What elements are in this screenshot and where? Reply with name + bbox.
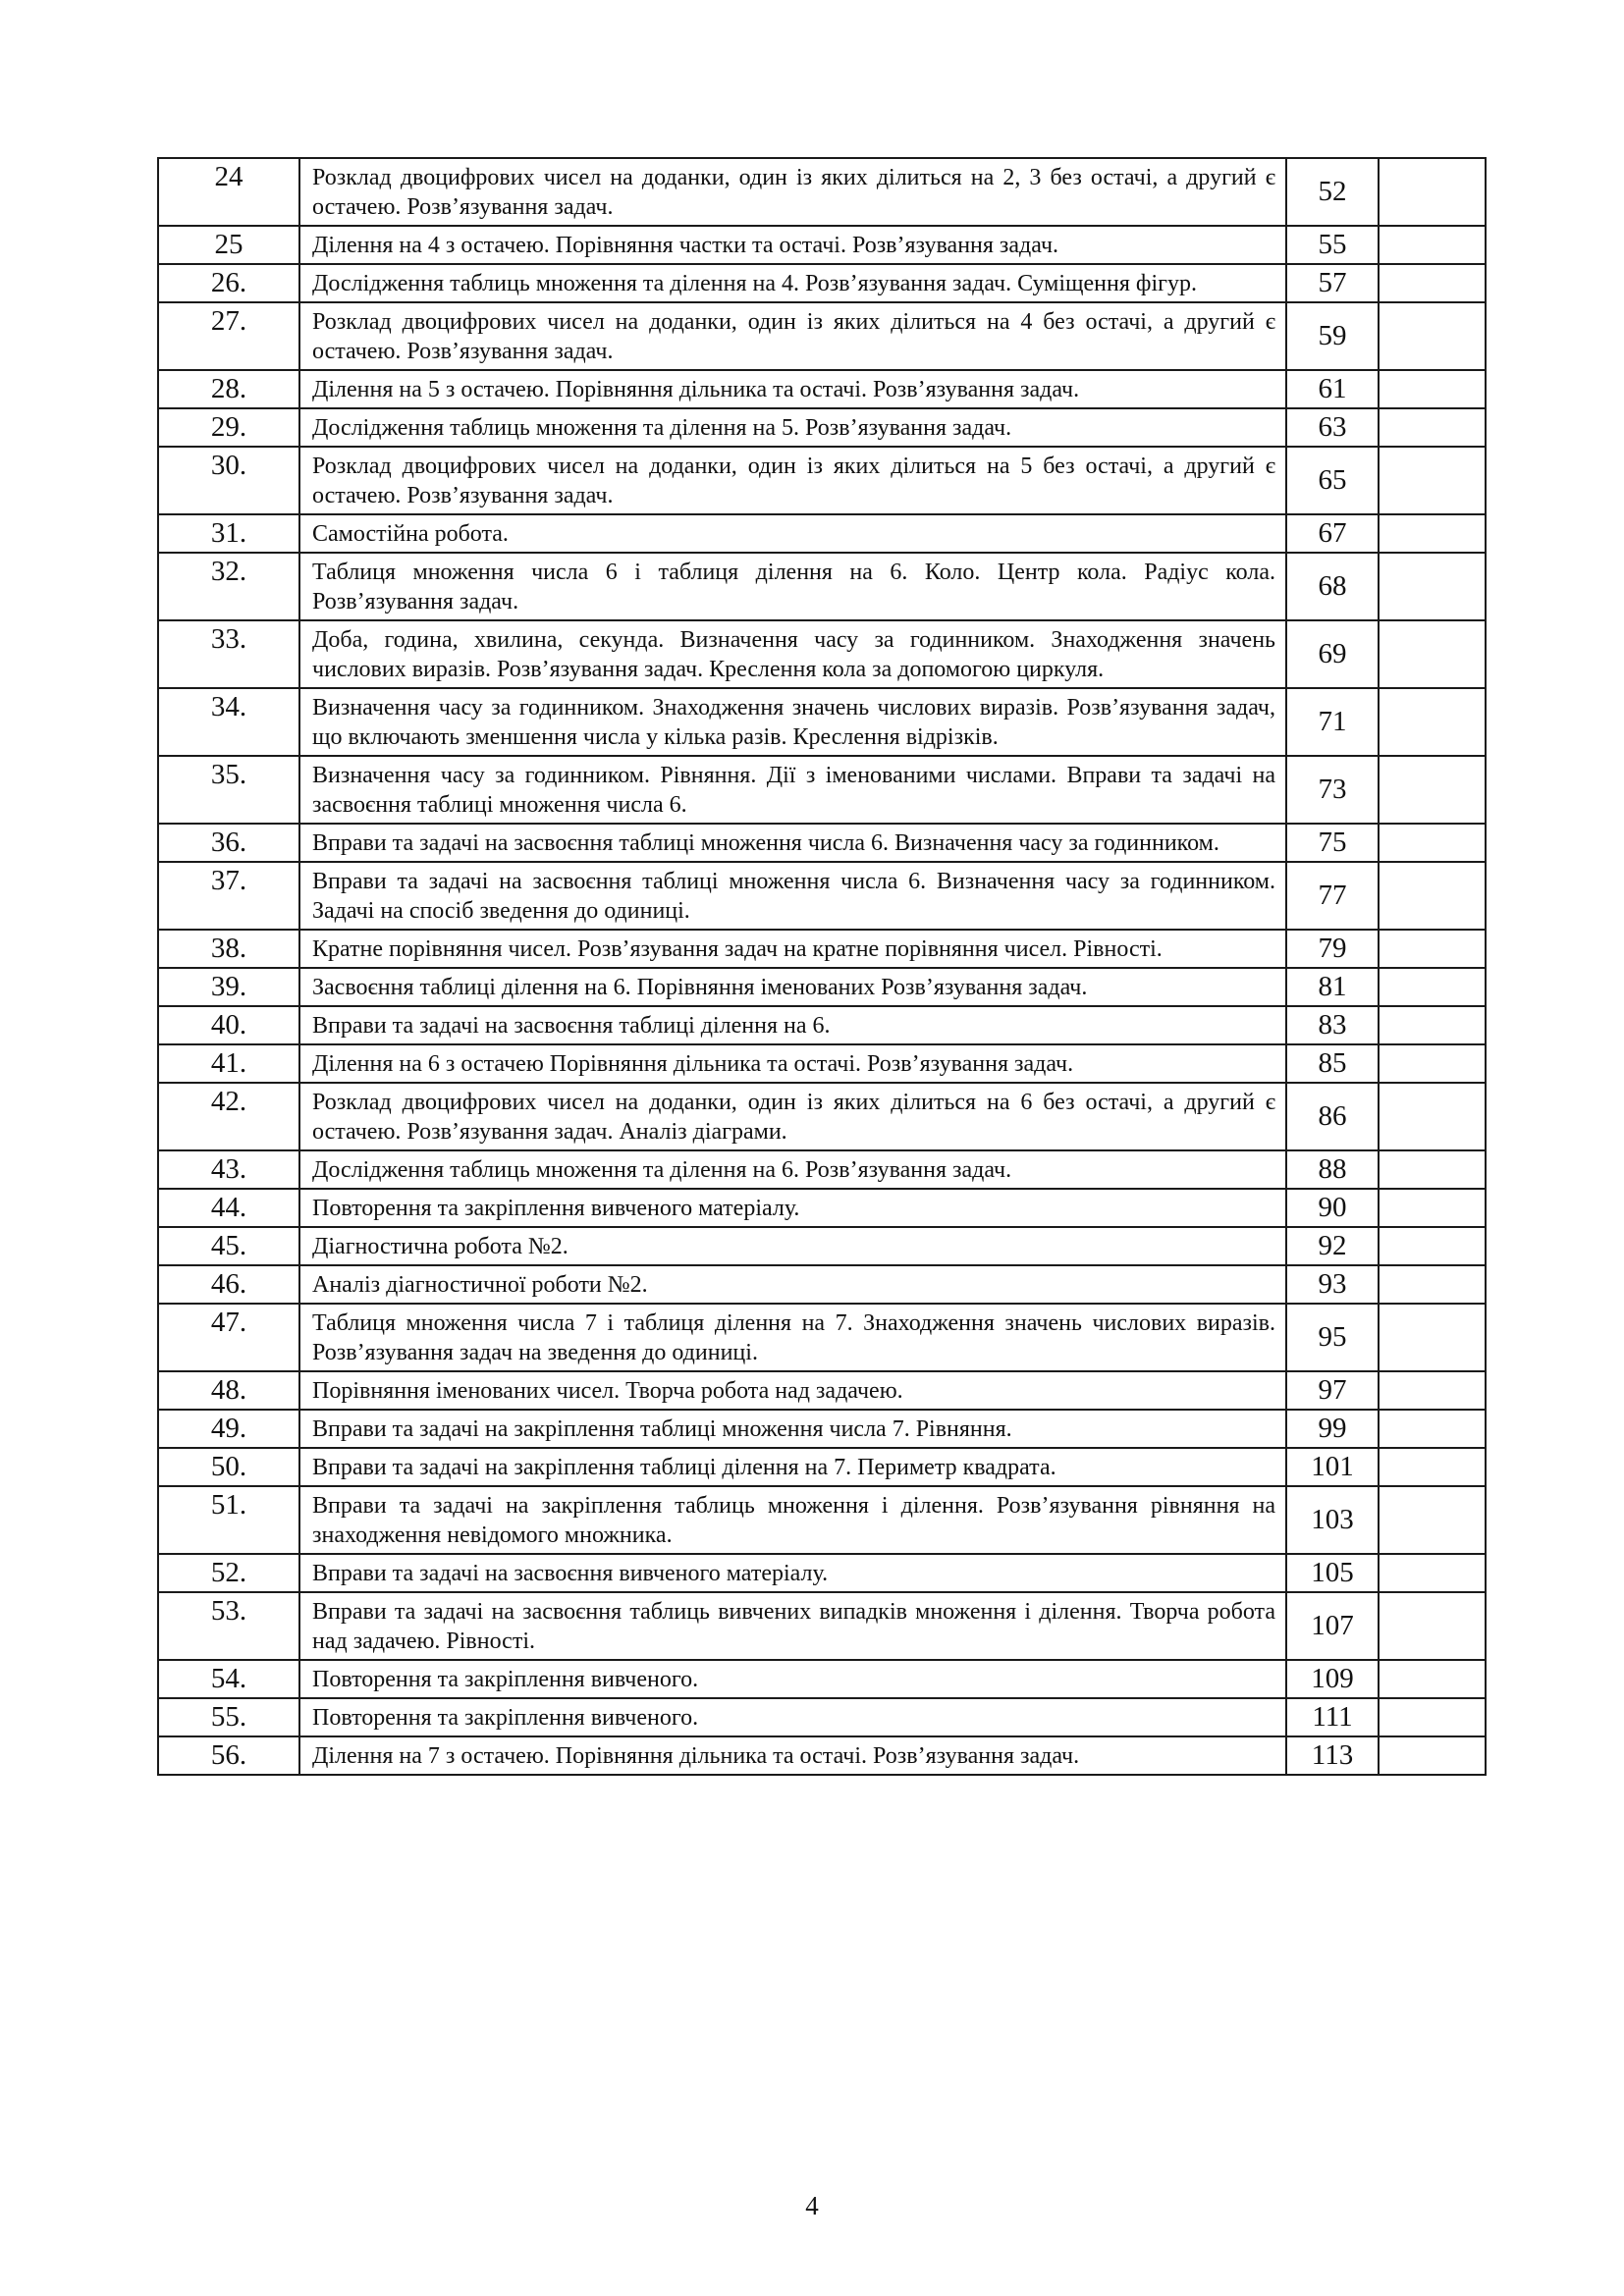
lesson-number: 48. — [158, 1371, 299, 1410]
lesson-topic: Вправи та задачі на засвоєння таблиці множення числа 6. Визначення часу за годинником. — [299, 824, 1286, 862]
lesson-topic: Розклад двоцифрових чисел на доданки, один із яких ділиться на 6 без остачі, а другий є остачею. Розв’язування задач. Аналіз діаграми. — [299, 1083, 1286, 1150]
lesson-number: 24 — [158, 158, 299, 226]
lesson-page: 105 — [1286, 1554, 1379, 1592]
empty-cell — [1379, 1304, 1486, 1371]
lesson-page: 97 — [1286, 1371, 1379, 1410]
lesson-page: 99 — [1286, 1410, 1379, 1448]
lesson-page: 65 — [1286, 447, 1379, 514]
empty-cell — [1379, 514, 1486, 553]
lesson-number: 41. — [158, 1044, 299, 1083]
lesson-page: 86 — [1286, 1083, 1379, 1150]
lesson-number: 56. — [158, 1736, 299, 1775]
lesson-page: 93 — [1286, 1265, 1379, 1304]
table-row — [158, 370, 1486, 408]
empty-cell — [1379, 824, 1486, 862]
lesson-topic: Вправи та задачі на закріплення таблиць множення і ділення. Розв’язування рівняння на знаходження невідомого множника. — [299, 1486, 1286, 1554]
table-row — [158, 1006, 1486, 1044]
page-number: 4 — [805, 2191, 819, 2220]
empty-cell — [1379, 1371, 1486, 1410]
table-row — [158, 1410, 1486, 1448]
table-row — [158, 968, 1486, 1006]
empty-cell — [1379, 968, 1486, 1006]
lesson-number: 53. — [158, 1592, 299, 1660]
empty-cell — [1379, 1554, 1486, 1592]
lesson-topic: Кратне порівняння чисел. Розв’язування задач на кратне порівняння чисел. Рівності. — [299, 930, 1286, 968]
lesson-page: 68 — [1286, 553, 1379, 620]
empty-cell — [1379, 620, 1486, 688]
lesson-page: 107 — [1286, 1592, 1379, 1660]
lesson-number: 44. — [158, 1189, 299, 1227]
empty-cell — [1379, 408, 1486, 447]
lesson-page: 83 — [1286, 1006, 1379, 1044]
lesson-page: 103 — [1286, 1486, 1379, 1554]
lesson-number: 45. — [158, 1227, 299, 1265]
empty-cell — [1379, 930, 1486, 968]
table-row — [158, 1044, 1486, 1083]
table-row — [158, 226, 1486, 264]
lesson-number: 42. — [158, 1083, 299, 1150]
lesson-topic: Розклад двоцифрових чисел на доданки, один із яких ділиться на 4 без остачі, а другий є остачею. Розв’язування задач. — [299, 302, 1286, 370]
empty-cell — [1379, 862, 1486, 930]
empty-cell — [1379, 226, 1486, 264]
lesson-number: 40. — [158, 1006, 299, 1044]
lesson-topic: Розклад двоцифрових чисел на доданки, один із яких ділиться на 2, 3 без остачі, а другий є остачею. Розв’язування задач. — [299, 158, 1286, 226]
lesson-number: 54. — [158, 1660, 299, 1698]
table-row — [158, 514, 1486, 553]
lesson-page: 61 — [1286, 370, 1379, 408]
lesson-number: 43. — [158, 1150, 299, 1189]
lesson-page: 101 — [1286, 1448, 1379, 1486]
table-row — [158, 862, 1486, 930]
empty-cell — [1379, 1660, 1486, 1698]
lesson-number: 52. — [158, 1554, 299, 1592]
lesson-page: 69 — [1286, 620, 1379, 688]
lesson-topic: Повторення та закріплення вивченого матеріалу. — [299, 1189, 1286, 1227]
empty-cell — [1379, 553, 1486, 620]
lesson-topic: Самостійна робота. — [299, 514, 1286, 553]
table-row — [158, 688, 1486, 756]
empty-cell — [1379, 1044, 1486, 1083]
lesson-topic: Доба, година, хвилина, секунда. Визначення часу за годинником. Знаходження значень числових виразів. Розв’язування задач. Креслення кола за допомогою циркуля. — [299, 620, 1286, 688]
table-row — [158, 824, 1486, 862]
lesson-number: 38. — [158, 930, 299, 968]
lesson-number: 27. — [158, 302, 299, 370]
lesson-topic: Дослідження таблиць множення та ділення на 6. Розв’язування задач. — [299, 1150, 1286, 1189]
lesson-number: 25 — [158, 226, 299, 264]
lesson-number: 32. — [158, 553, 299, 620]
table-row — [158, 1304, 1486, 1371]
empty-cell — [1379, 1227, 1486, 1265]
table-row — [158, 408, 1486, 447]
lesson-topic: Ділення на 6 з остачею Порівняння дільника та остачі. Розв’язування задач. — [299, 1044, 1286, 1083]
empty-cell — [1379, 1265, 1486, 1304]
lesson-page: 57 — [1286, 264, 1379, 302]
lesson-number: 37. — [158, 862, 299, 930]
table-row — [158, 930, 1486, 968]
lesson-topic: Вправи та задачі на закріплення таблиці множення числа 7. Рівняння. — [299, 1410, 1286, 1448]
table-row — [158, 264, 1486, 302]
lesson-topic: Діагностична робота №2. — [299, 1227, 1286, 1265]
empty-cell — [1379, 447, 1486, 514]
empty-cell — [1379, 1150, 1486, 1189]
lesson-number: 31. — [158, 514, 299, 553]
lesson-page: 95 — [1286, 1304, 1379, 1371]
table-row — [158, 1698, 1486, 1736]
lesson-number: 49. — [158, 1410, 299, 1448]
lesson-page: 77 — [1286, 862, 1379, 930]
lesson-number: 50. — [158, 1448, 299, 1486]
lesson-page: 63 — [1286, 408, 1379, 447]
lesson-number: 46. — [158, 1265, 299, 1304]
table-row — [158, 1083, 1486, 1150]
empty-cell — [1379, 1083, 1486, 1150]
lesson-number: 30. — [158, 447, 299, 514]
empty-cell — [1379, 370, 1486, 408]
lesson-page: 59 — [1286, 302, 1379, 370]
table-row — [158, 553, 1486, 620]
empty-cell — [1379, 158, 1486, 226]
lesson-table-body — [158, 158, 1486, 1775]
lesson-page: 92 — [1286, 1227, 1379, 1265]
lesson-topic: Дослідження таблиць множення та ділення на 4. Розв’язування задач. Суміщення фігур. — [299, 264, 1286, 302]
lesson-table — [157, 157, 1487, 1776]
table-row — [158, 1371, 1486, 1410]
table-row — [158, 302, 1486, 370]
lesson-number: 36. — [158, 824, 299, 862]
lesson-number: 26. — [158, 264, 299, 302]
lesson-topic: Повторення та закріплення вивченого. — [299, 1660, 1286, 1698]
empty-cell — [1379, 1736, 1486, 1775]
empty-cell — [1379, 1698, 1486, 1736]
lesson-topic: Порівняння іменованих чисел. Творча робота над задачею. — [299, 1371, 1286, 1410]
lesson-number: 34. — [158, 688, 299, 756]
table-row — [158, 756, 1486, 824]
table-row — [158, 1736, 1486, 1775]
table-row — [158, 1265, 1486, 1304]
lesson-topic: Вправи та задачі на засвоєння вивченого матеріалу. — [299, 1554, 1286, 1592]
lesson-page: 81 — [1286, 968, 1379, 1006]
lesson-number: 33. — [158, 620, 299, 688]
lesson-topic: Аналіз діагностичної роботи №2. — [299, 1265, 1286, 1304]
lesson-number: 39. — [158, 968, 299, 1006]
lesson-page: 67 — [1286, 514, 1379, 553]
lesson-topic: Розклад двоцифрових чисел на доданки, один із яких ділиться на 5 без остачі, а другий є остачею. Розв’язування задач. — [299, 447, 1286, 514]
lesson-topic: Вправи та задачі на засвоєння таблиці множення числа 6. Визначення часу за годинником. Задачі на спосіб зведення до одиниці. — [299, 862, 1286, 930]
table-row — [158, 1554, 1486, 1592]
table-row — [158, 1592, 1486, 1660]
lesson-topic: Таблиця множення числа 7 і таблиця ділення на 7. Знаходження значень числових виразів. Розв’язування задач на зведення до одиниці. — [299, 1304, 1286, 1371]
empty-cell — [1379, 1006, 1486, 1044]
table-row — [158, 1660, 1486, 1698]
empty-cell — [1379, 1592, 1486, 1660]
lesson-page: 85 — [1286, 1044, 1379, 1083]
lesson-page: 52 — [1286, 158, 1379, 226]
lesson-page: 55 — [1286, 226, 1379, 264]
lesson-topic: Вправи та задачі на засвоєння таблиці ділення на 6. — [299, 1006, 1286, 1044]
empty-cell — [1379, 1189, 1486, 1227]
table-row — [158, 1227, 1486, 1265]
lesson-number: 29. — [158, 408, 299, 447]
lesson-number: 28. — [158, 370, 299, 408]
lesson-page: 71 — [1286, 688, 1379, 756]
lesson-page: 75 — [1286, 824, 1379, 862]
lesson-page: 73 — [1286, 756, 1379, 824]
lesson-topic: Вправи та задачі на закріплення таблиці ділення на 7. Периметр квадрата. — [299, 1448, 1286, 1486]
table-row — [158, 1150, 1486, 1189]
lesson-topic: Засвоєння таблиці ділення на 6. Порівняння іменованих Розв’язування задач. — [299, 968, 1286, 1006]
lesson-topic: Таблиця множення числа 6 і таблиця ділення на 6. Коло. Центр кола. Радіус кола. Розв’язування задач. — [299, 553, 1286, 620]
empty-cell — [1379, 1410, 1486, 1448]
lesson-page: 113 — [1286, 1736, 1379, 1775]
lesson-topic: Вправи та задачі на засвоєння таблиць вивчених випадків множення і ділення. Творча робота над задачею. Рівності. — [299, 1592, 1286, 1660]
lesson-topic: Повторення та закріплення вивченого. — [299, 1698, 1286, 1736]
table-row — [158, 447, 1486, 514]
table-row — [158, 1448, 1486, 1486]
lesson-number: 47. — [158, 1304, 299, 1371]
table-row — [158, 620, 1486, 688]
empty-cell — [1379, 1486, 1486, 1554]
empty-cell — [1379, 264, 1486, 302]
empty-cell — [1379, 756, 1486, 824]
lesson-number: 51. — [158, 1486, 299, 1554]
lesson-topic: Ділення на 7 з остачею. Порівняння дільника та остачі. Розв’язування задач. — [299, 1736, 1286, 1775]
lesson-number: 35. — [158, 756, 299, 824]
lesson-page: 88 — [1286, 1150, 1379, 1189]
lesson-topic: Визначення часу за годинником. Знаходження значень числових виразів. Розв’язування задач, що включають зменшення числа у кілька разів. Креслення відрізків. — [299, 688, 1286, 756]
lesson-page: 90 — [1286, 1189, 1379, 1227]
empty-cell — [1379, 302, 1486, 370]
empty-cell — [1379, 1448, 1486, 1486]
lesson-topic: Ділення на 4 з остачею. Порівняння частки та остачі. Розв’язування задач. — [299, 226, 1286, 264]
lesson-page: 79 — [1286, 930, 1379, 968]
lesson-page: 109 — [1286, 1660, 1379, 1698]
lesson-page: 111 — [1286, 1698, 1379, 1736]
table-row — [158, 1486, 1486, 1554]
table-row — [158, 1189, 1486, 1227]
table-row — [158, 158, 1486, 226]
lesson-topic: Ділення на 5 з остачею. Порівняння дільника та остачі. Розв’язування задач. — [299, 370, 1286, 408]
lesson-topic: Дослідження таблиць множення та ділення на 5. Розв’язування задач. — [299, 408, 1286, 447]
lesson-number: 55. — [158, 1698, 299, 1736]
empty-cell — [1379, 688, 1486, 756]
lesson-topic: Визначення часу за годинником. Рівняння. Дії з іменованими числами. Вправи та задачі на засвоєння таблиці множення числа 6. — [299, 756, 1286, 824]
